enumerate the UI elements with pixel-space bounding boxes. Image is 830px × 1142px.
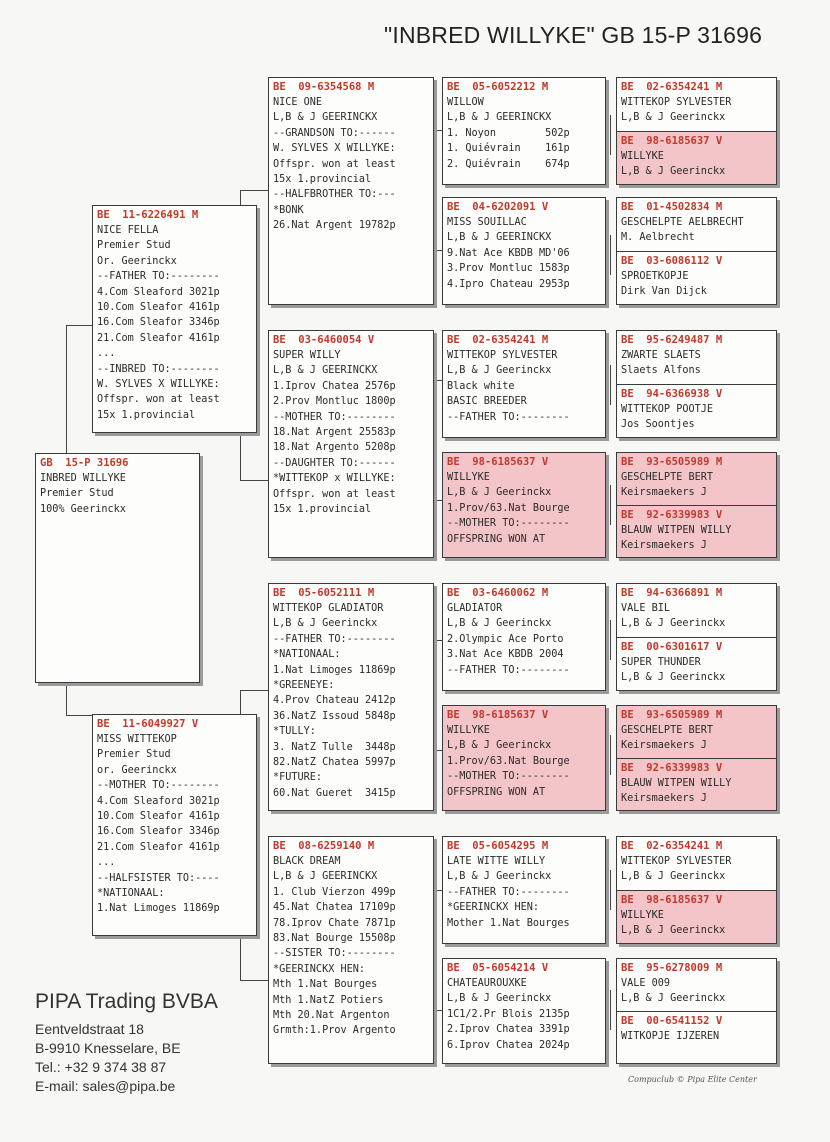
- connector-line: [610, 870, 611, 910]
- pedigree-line: L,B & J Geerinckx: [621, 993, 726, 1005]
- pigeon-pair-card: [616, 452, 777, 558]
- pedigree-line: Offspr. won at least: [97, 394, 220, 406]
- pedigree-line: --FATHER TO:--------: [447, 411, 570, 423]
- pigeon-card-grandparent: [268, 330, 434, 558]
- pedigree-line: Premier Stud: [97, 240, 171, 252]
- phone-number: Tel.: +32 9 374 38 87: [35, 1059, 167, 1075]
- pedigree-line: L,B & J GEERINCKX: [273, 365, 378, 377]
- pedigree-line: L,B & J GEERINCKX: [447, 112, 552, 124]
- pigeon-name: SUPER WILLY: [273, 350, 341, 361]
- pedigree-line: 3. NatZ Tulle 3448p: [273, 741, 396, 753]
- pedigree-line: 26.Nat Argent 19782p: [273, 220, 396, 232]
- pedigree-line: Premier Stud: [40, 488, 114, 500]
- pedigree-line: 10.Com Sleafor 4161p: [97, 811, 220, 823]
- pigeon-sub-card: [617, 959, 776, 1011]
- ring-number: GB 15-P 31696: [40, 457, 129, 469]
- pedigree-line: 1.Nat Limoges 11869p: [97, 903, 220, 915]
- pigeon-name: WILLYKE: [447, 472, 490, 483]
- connector-line: [436, 640, 437, 750]
- ring-number: BE 98-6185637 V: [621, 135, 723, 147]
- pedigree-line: L,B & J Geerinckx: [621, 618, 726, 630]
- pedigree-line: OFFSPRING WON AT: [447, 533, 546, 545]
- ring-number: BE 05-6052111 M: [273, 587, 375, 599]
- pedigree-line: Premier Stud: [97, 749, 171, 761]
- pigeon-card-great-grandparent: [442, 705, 606, 811]
- pigeon-card-great-grandparent: [442, 836, 606, 944]
- pigeon-pair-card: [616, 836, 777, 944]
- pedigree-line: Keirsmaekers J: [621, 793, 707, 805]
- pigeon-name: SUPER THUNDER: [621, 657, 701, 668]
- company-contact: [35, 990, 218, 1096]
- pedigree-line: --HALFBROTHER TO:---: [273, 189, 396, 201]
- pigeon-card-great-grandparent: [442, 197, 606, 305]
- ring-number: BE 98-6185637 V: [447, 456, 549, 468]
- ring-number: BE 94-6366891 M: [621, 587, 723, 599]
- connector-line: [436, 380, 437, 500]
- pigeon-name: NICE FELLA: [97, 225, 159, 236]
- ring-number: BE 04-6202091 V: [447, 201, 549, 213]
- ring-number: BE 03-6460054 V: [273, 334, 375, 346]
- pedigree-line: 4.Com Sleaford 3021p: [97, 795, 220, 807]
- pedigree-line: L,B & J GEERINCKX: [447, 232, 552, 244]
- connector-line: [610, 235, 611, 275]
- pedigree-line: --MOTHER TO:--------: [447, 771, 570, 783]
- ring-number: BE 08-6259140 M: [273, 840, 375, 852]
- connector-line: [66, 715, 92, 716]
- ring-number: BE 05-6054295 M: [447, 840, 549, 852]
- pedigree-line: Mth 20.Nat Argenton: [273, 1010, 390, 1022]
- pigeon-name: GESCHELPTE AELBRECHT: [621, 217, 744, 228]
- ring-number: BE 11-6049927 V: [97, 718, 199, 730]
- pedigree-line: L,B & J Geerinckx: [621, 166, 726, 178]
- pedigree-line: 3.Nat Ace KBDB 2004: [447, 649, 564, 661]
- pedigree-line: 82.NatZ Chatea 5997p: [273, 757, 396, 769]
- ring-number: BE 95-6278009 M: [621, 962, 723, 974]
- ring-number: BE 02-6354241 M: [447, 334, 549, 346]
- pedigree-line: 1.Prov/63.Nat Bourge: [447, 502, 570, 514]
- pigeon-sub-card: [617, 453, 776, 505]
- pedigree-line: M. Aelbrecht: [621, 232, 695, 244]
- pigeon-pair-card: [616, 330, 777, 438]
- pedigree-line: --SISTER TO:--------: [273, 948, 396, 960]
- pedigree-line: 1.Prov/63.Nat Bourge: [447, 755, 570, 767]
- pedigree-line: *GREENEYE:: [273, 680, 335, 692]
- pigeon-name: BLACK DREAM: [273, 856, 341, 867]
- connector-line: [610, 735, 611, 775]
- pedigree-line: --INBRED TO:--------: [97, 363, 220, 375]
- ring-number: BE 92-6339983 V: [621, 762, 723, 774]
- ring-number: BE 03-6460062 M: [447, 587, 549, 599]
- pedigree-line: 4.Prov Chateau 2412p: [273, 695, 396, 707]
- software-credit: Compuclub © Pipa Elite Center: [628, 1075, 757, 1084]
- pedigree-line: L,B & J Geerinckx: [621, 871, 726, 883]
- pedigree-line: L,B & J Geerinckx: [447, 618, 552, 630]
- pedigree-line: *NATIONAAL:: [273, 649, 341, 661]
- pedigree-line: L,B & J Geerinckx: [447, 365, 552, 377]
- pedigree-line: 21.Com Sleafor 4161p: [97, 841, 220, 853]
- pedigree-line: *GEERINCKX HEN:: [273, 963, 366, 975]
- pedigree-line: --GRANDSON TO:------: [273, 127, 396, 139]
- pigeon-card-subject: [35, 453, 200, 683]
- pedigree-line: Keirsmaekers J: [621, 740, 707, 752]
- pigeon-name: GLADIATOR: [447, 603, 503, 614]
- pedigree-line: 9.Nat Ace KBDB MD'06: [447, 247, 570, 259]
- pigeon-pair-card: [616, 583, 777, 691]
- pedigree-line: 1. Quiévrain 161p: [447, 143, 570, 155]
- pedigree-line: Or. Geerinckx: [97, 255, 177, 267]
- pigeon-sub-card: [617, 331, 776, 384]
- pigeon-sub-card: [617, 505, 776, 557]
- pedigree-line: 6.Iprov Chatea 2024p: [447, 1039, 570, 1051]
- ring-number: BE 05-6052212 M: [447, 81, 549, 93]
- pedigree-line: 78.Iprov Chate 7871p: [273, 917, 396, 929]
- pedigree-line: 45.Nat Chatea 17109p: [273, 902, 396, 914]
- pigeon-name: SPROETKOPJE: [621, 271, 689, 282]
- pedigree-line: Keirsmaekers J: [621, 487, 707, 499]
- pigeon-name: INBRED WILLYKE: [40, 473, 126, 484]
- pedigree-line: 21.Com Sleafor 4161p: [97, 332, 220, 344]
- ring-number: BE 98-6185637 V: [447, 709, 549, 721]
- pigeon-sub-card: [617, 637, 776, 690]
- pigeon-name: GESCHELPTE BERT: [621, 725, 714, 736]
- pedigree-line: L,B & J Geerinckx: [447, 993, 552, 1005]
- pedigree-line: 1. Club Vierzon 499p: [273, 886, 396, 898]
- pedigree-line: ...: [97, 857, 116, 869]
- pigeon-name: GESCHELPTE BERT: [621, 472, 714, 483]
- pigeon-name: BLAUW WITPEN WILLY: [621, 778, 732, 789]
- pedigree-line: 2.Prov Montluc 1800p: [273, 396, 396, 408]
- pigeon-name: WITKOPJE IJZEREN: [621, 1031, 720, 1042]
- pigeon-name: VALE BIL: [621, 603, 671, 614]
- pedigree-line: L,B & J Geerinckx: [273, 618, 378, 630]
- ring-number: BE 01-4502834 M: [621, 201, 723, 213]
- ring-number: BE 11-6226491 M: [97, 209, 199, 221]
- pigeon-name: MISS SOUILLAC: [447, 217, 527, 228]
- pigeon-name: WITTEKOP SYLVESTER: [447, 350, 558, 361]
- pigeon-name: ZWARTE SLAETS: [621, 350, 701, 361]
- pedigree-line: 2.Olympic Ace Porto: [447, 633, 564, 645]
- pedigree-line: BASIC BREEDER: [447, 396, 527, 408]
- connector-line: [610, 990, 611, 1030]
- ring-number: BE 05-6054214 V: [447, 962, 549, 974]
- pedigree-line: *TULLY:: [273, 726, 316, 738]
- company-name: PIPA Trading BVBA: [35, 990, 218, 1013]
- pigeon-card-great-grandparent: [442, 583, 606, 691]
- pedigree-line: *BONK: [273, 204, 304, 216]
- pedigree-line: ...: [97, 348, 116, 360]
- pigeon-name: WITTEKOP SYLVESTER: [621, 856, 732, 867]
- pedigree-line: or. Geerinckx: [97, 764, 177, 776]
- pedigree-line: Mother 1.Nat Bourges: [447, 917, 570, 929]
- pedigree-line: Grmth:1.Prov Argento: [273, 1025, 396, 1037]
- pigeon-sub-card: [617, 706, 776, 758]
- pigeon-pair-card: [616, 705, 777, 811]
- pedigree-line: 3.Prov Montluc 1583p: [447, 263, 570, 275]
- pigeon-name: BLAUW WITPEN WILLY: [621, 525, 732, 536]
- pedigree-line: 15x 1.provincial: [273, 504, 372, 516]
- pigeon-card-grandparent: [268, 583, 434, 811]
- pedigree-line: 16.Com Sleafor 3346p: [97, 826, 220, 838]
- connector-line: [240, 190, 268, 191]
- connector-line: [436, 890, 437, 1010]
- connector-line: [240, 480, 268, 481]
- pigeon-name: WILLOW: [447, 97, 484, 108]
- ring-number: BE 00-6541152 V: [621, 1015, 723, 1027]
- pigeon-name: LATE WITTE WILLY: [447, 856, 546, 867]
- pedigree-line: W. SYLVES X WILLYKE:: [273, 143, 396, 155]
- pedigree-line: Offspr. won at least: [273, 488, 396, 500]
- connector-line: [610, 620, 611, 660]
- pigeon-card-sire: [92, 205, 257, 433]
- pigeon-sub-card: [617, 1011, 776, 1063]
- pedigree-line: *NATIONAAL:: [97, 888, 165, 900]
- pedigree-line: 1.Nat Limoges 11869p: [273, 664, 396, 676]
- pigeon-name: CHATEAUROUXKE: [447, 978, 527, 989]
- ring-number: BE 09-6354568 M: [273, 81, 375, 93]
- pedigree-line: 10.Com Sleafor 4161p: [97, 302, 220, 314]
- pedigree-line: W. SYLVES X WILLYKE:: [97, 379, 220, 391]
- pedigree-line: L,B & J Geerinckx: [447, 487, 552, 499]
- pigeon-sub-card: [617, 584, 776, 637]
- pedigree-line: L,B & J Geerinckx: [447, 740, 552, 752]
- ring-number: BE 95-6249487 M: [621, 334, 723, 346]
- pedigree-line: 15x 1.provincial: [273, 174, 372, 186]
- pigeon-sub-card: [617, 837, 776, 890]
- pedigree-line: L,B & J Geerinckx: [621, 112, 726, 124]
- pigeon-pair-card: [616, 77, 777, 185]
- pedigree-line: --FATHER TO:--------: [97, 271, 220, 283]
- ring-number: BE 00-6301617 V: [621, 641, 723, 653]
- pedigree-line: Keirsmaekers J: [621, 540, 707, 552]
- connector-line: [436, 130, 437, 250]
- pedigree-line: 4.Ipro Chateau 2953p: [447, 278, 570, 290]
- pedigree-line: 4.Com Sleaford 3021p: [97, 286, 220, 298]
- pigeon-name: WITTEKOP POOTJE: [621, 404, 714, 415]
- pigeon-sub-card: [617, 78, 776, 131]
- pigeon-name: VALE 009: [621, 978, 671, 989]
- pigeon-sub-card: [617, 131, 776, 184]
- pigeon-pair-card: [616, 958, 777, 1064]
- pedigree-line: Dirk Van Dijck: [621, 286, 707, 298]
- pedigree-line: 1C1/2.Pr Blois 2135p: [447, 1008, 570, 1020]
- ring-number: BE 94-6366938 V: [621, 388, 723, 400]
- pedigree-line: --DAUGHTER TO:------: [273, 457, 396, 469]
- pigeon-card-great-grandparent: [442, 330, 606, 438]
- pedigree-line: Slaets Alfons: [621, 365, 701, 377]
- pigeon-card-great-grandparent: [442, 452, 606, 558]
- pedigree-line: L,B & J Geerinckx: [447, 871, 552, 883]
- pedigree-line: 36.NatZ Issoud 5848p: [273, 710, 396, 722]
- pedigree-line: Mth 1.NatZ Potiers: [273, 994, 384, 1006]
- pedigree-line: Mth 1.Nat Bourges: [273, 979, 378, 991]
- pigeon-name: WITTEKOP GLADIATOR: [273, 603, 384, 614]
- pigeon-name: NICE ONE: [273, 97, 323, 108]
- pedigree-line: *FUTURE:: [273, 772, 323, 784]
- pedigree-line: --MOTHER TO:--------: [447, 518, 570, 530]
- pedigree-line: 1.Iprov Chatea 2576p: [273, 380, 396, 392]
- pigeon-name: MISS WITTEKOP: [97, 734, 177, 745]
- pigeon-pair-card: [616, 197, 777, 305]
- email-address: E-mail: sales@pipa.be: [35, 1078, 176, 1094]
- pedigree-line: L,B & J GEERINCKX: [273, 871, 378, 883]
- pigeon-card-dam: [92, 714, 257, 936]
- pigeon-name: WILLYKE: [447, 725, 490, 736]
- ring-number: BE 02-6354241 M: [621, 840, 723, 852]
- pedigree-line: L,B & J Geerinckx: [621, 925, 726, 937]
- pedigree-line: Black white: [447, 380, 515, 392]
- pedigree-line: 2.Iprov Chatea 3391p: [447, 1024, 570, 1036]
- pigeon-sub-card: [617, 890, 776, 943]
- pigeon-card-great-grandparent: [442, 958, 606, 1064]
- pedigree-line: --FATHER TO:--------: [447, 664, 570, 676]
- pigeon-sub-card: [617, 758, 776, 810]
- pigeon-name: WILLYKE: [621, 151, 664, 162]
- connector-line: [66, 325, 92, 326]
- pedigree-line: L,B & J Geerinckx: [621, 672, 726, 684]
- pigeon-card-grandparent: [268, 77, 434, 305]
- ring-number: BE 93-6505989 M: [621, 709, 723, 721]
- ring-number: BE 98-6185637 V: [621, 894, 723, 906]
- pedigree-line: --FATHER TO:--------: [273, 633, 396, 645]
- pedigree-line: --FATHER TO:--------: [447, 886, 570, 898]
- pedigree-line: 83.Nat Bourge 15508p: [273, 933, 396, 945]
- pedigree-line: OFFSPRING WON AT: [447, 786, 546, 798]
- pedigree-line: Jos Soontjes: [621, 419, 695, 431]
- ring-number: BE 02-6354241 M: [621, 81, 723, 93]
- pedigree-line: Offspr. won at least: [273, 158, 396, 170]
- pedigree-line: 15x 1.provincial: [97, 409, 196, 421]
- page-title: "INBRED WILLYKE" GB 15-P 31696: [384, 22, 763, 48]
- pedigree-line: 1. Noyon 502p: [447, 127, 570, 139]
- pigeon-sub-card: [617, 198, 776, 251]
- pedigree-line: 18.Nat Argento 5208p: [273, 442, 396, 454]
- connector-line: [610, 365, 611, 405]
- pedigree-line: 18.Nat Argent 25583p: [273, 427, 396, 439]
- pedigree-line: 16.Com Sleafor 3346p: [97, 317, 220, 329]
- pedigree-line: --HALFSISTER TO:----: [97, 872, 220, 884]
- pigeon-name: WILLYKE: [621, 910, 664, 921]
- pedigree-line: 2. Quiévrain 674p: [447, 158, 570, 170]
- pigeon-sub-card: [617, 384, 776, 437]
- pedigree-line: 60.Nat Gueret 3415p: [273, 787, 396, 799]
- connector-line: [610, 485, 611, 525]
- connector-line: [610, 115, 611, 155]
- pedigree-line: 100% Geerinckx: [40, 503, 126, 515]
- ring-number: BE 92-6339983 V: [621, 509, 723, 521]
- address-street: Eentveldstraat 18: [35, 1021, 144, 1037]
- pigeon-card-great-grandparent: [442, 77, 606, 185]
- pigeon-name: WITTEKOP SYLVESTER: [621, 97, 732, 108]
- pigeon-card-grandparent: [268, 836, 434, 1064]
- pedigree-line: L,B & J GEERINCKX: [273, 112, 378, 124]
- connector-line: [240, 690, 268, 691]
- connector-line: [240, 980, 268, 981]
- pigeon-sub-card: [617, 251, 776, 304]
- ring-number: BE 93-6505989 M: [621, 456, 723, 468]
- pedigree-line: *WITTEKOP x WILLYKE:: [273, 473, 396, 485]
- pedigree-line: --MOTHER TO:--------: [273, 411, 396, 423]
- address-city: B-9910 Knesselare, BE: [35, 1040, 181, 1056]
- ring-number: BE 03-6086112 V: [621, 255, 723, 267]
- pedigree-line: *GEERINCKX HEN:: [447, 902, 540, 914]
- pedigree-line: --MOTHER TO:--------: [97, 780, 220, 792]
